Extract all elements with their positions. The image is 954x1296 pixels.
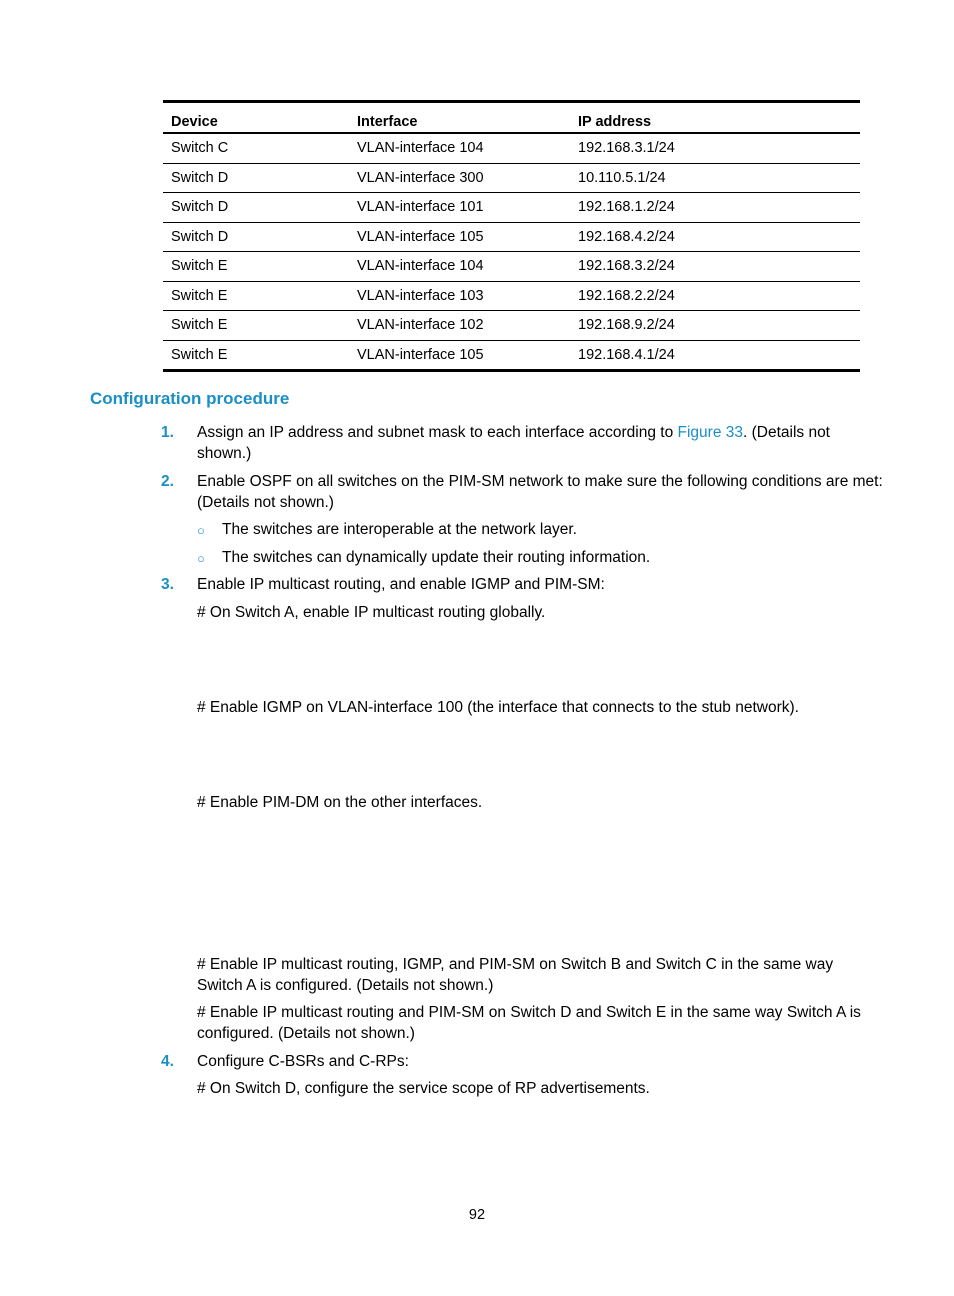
table-row [163, 193, 860, 223]
table-header-row [163, 102, 860, 134]
step-3-comment-2: # Enable IGMP on VLAN-interface 100 (the interface that connects to the stub network). [197, 699, 799, 716]
bullet-circle-icon: ○ [197, 523, 205, 538]
table-row [163, 281, 860, 311]
step-1-line2: shown.) [197, 445, 252, 462]
table-row [163, 340, 860, 371]
step-4-text: Configure C-BSRs and C-RPs: [197, 1053, 409, 1070]
cell-ip: 192.168.1.2/24 [570, 193, 860, 223]
step-3-comment-5 [197, 1002, 861, 1044]
step-1-text-after: . (Details not [742, 424, 830, 441]
cell-device: Switch D [163, 193, 349, 223]
cell-interface: VLAN-interface 105 [357, 346, 484, 363]
step-2-bullet-2: The switches can dynamically update their routing information. [222, 549, 651, 566]
cell-interface: VLAN-interface 105 [349, 222, 570, 252]
step-3-comment-5-line1: # Enable IP multicast routing and PIM-SM on Switch D and Switch E in the same way Switch A is [197, 1004, 861, 1021]
cell-ip: 192.168.9.2/24 [570, 311, 860, 341]
cell-interface: VLAN-interface 101 [349, 193, 570, 223]
table-row [163, 252, 860, 282]
bullet-circle-icon: ○ [197, 551, 205, 566]
cell-ip: 10.110.5.1/24 [570, 163, 860, 193]
cell-device: Switch E [163, 252, 349, 282]
table-row [163, 133, 860, 163]
cell-device: Switch E [163, 311, 349, 341]
cell-ip: 192.168.4.2/24 [570, 222, 860, 252]
step-3-comment-3: # Enable PIM-DM on the other interfaces. [197, 794, 483, 811]
step-3-comment-1: # On Switch A, enable IP multicast routing globally. [197, 604, 546, 621]
cell-interface: VLAN-interface 300 [349, 163, 570, 193]
table-row [163, 222, 860, 252]
cell-device: Switch E [171, 346, 228, 363]
step-2-line2: (Details not shown.) [197, 494, 334, 511]
table-row [163, 311, 860, 341]
ip-address-table [163, 100, 860, 372]
step-1-text [197, 422, 862, 464]
step-4-comment-1: # On Switch D, configure the service scope of RP advertisements. [197, 1080, 650, 1097]
step-3-text: Enable IP multicast routing, and enable IGMP and PIM-SM: [197, 576, 605, 593]
cell-device: Switch D [163, 163, 349, 193]
cell-device: Switch D [163, 222, 349, 252]
header-interface: Interface [349, 102, 570, 134]
cell-interface: VLAN-interface 104 [349, 252, 570, 282]
step-3-comment-5-line2: configured. (Details not shown.) [197, 1025, 415, 1042]
step-number: 3. [161, 576, 174, 593]
step-2-bullet-1: The switches are interoperable at the network layer. [222, 521, 577, 538]
cell-interface: VLAN-interface 102 [349, 311, 570, 341]
section-title: Configuration procedure [90, 389, 290, 408]
header-device: Device [163, 102, 349, 134]
header-ip-address: IP address [570, 102, 860, 134]
step-number: 2. [161, 473, 174, 490]
cell-ip: 192.168.2.2/24 [570, 281, 860, 311]
step-1-text-before: Assign an IP address and subnet mask to each interface according to [197, 424, 678, 441]
table-row [163, 163, 860, 193]
cell-ip: 192.168.3.1/24 [570, 133, 860, 163]
cell-interface: VLAN-interface 103 [349, 281, 570, 311]
step-number: 1. [161, 424, 174, 441]
cell-ip: 192.168.4.1/24 [578, 346, 675, 363]
step-3-comment-4 [197, 954, 833, 996]
step-3-comment-4-line1: # Enable IP multicast routing, IGMP, and PIM-SM on Switch B and Switch C in the same way [197, 956, 834, 973]
cell-interface: VLAN-interface 104 [349, 133, 570, 163]
page-number: 92 [468, 1207, 486, 1223]
cell-ip: 192.168.3.2/24 [570, 252, 860, 282]
figure-33-link[interactable]: Figure 33 [677, 424, 743, 441]
step-3-comment-4-line2: Switch A is configured. (Details not shown.) [197, 977, 494, 994]
step-2-text [197, 471, 887, 513]
step-2-line1: Enable OSPF on all switches on the PIM-SM network to make sure the following conditions are met: [197, 473, 883, 490]
step-number: 4. [161, 1053, 174, 1070]
cell-device: Switch C [163, 133, 349, 163]
cell-device: Switch E [163, 281, 349, 311]
